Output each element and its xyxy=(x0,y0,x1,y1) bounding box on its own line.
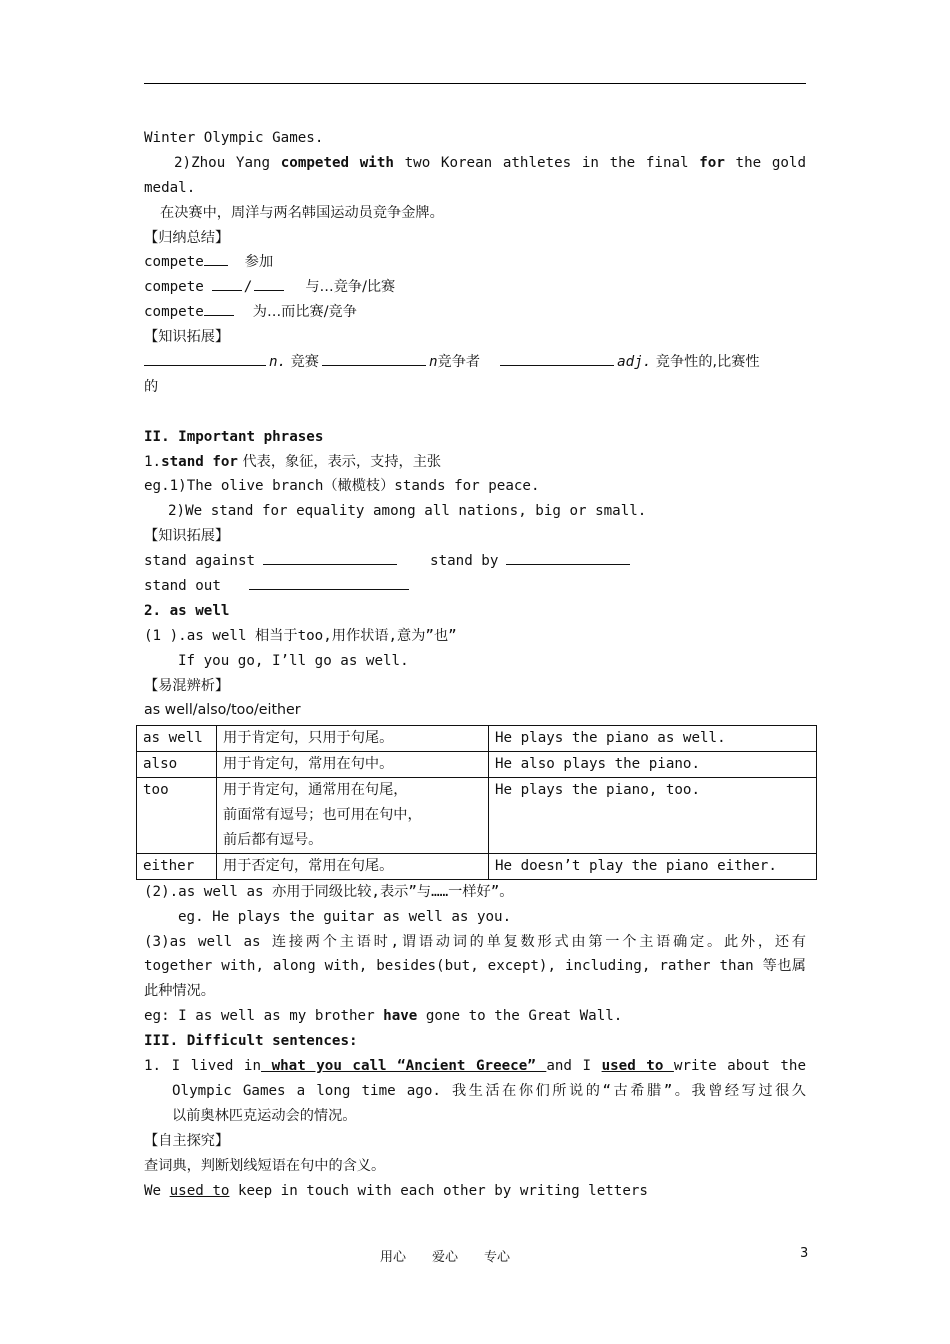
text: 竞赛 xyxy=(286,354,319,371)
footer-motto xyxy=(380,1246,536,1265)
explanation xyxy=(144,624,806,649)
table-cell-usage xyxy=(217,752,489,778)
text: eg. He plays the guitar as well as you. xyxy=(178,908,512,925)
table-cell-usage xyxy=(217,853,489,879)
comparison-table xyxy=(136,725,817,879)
fill-blank[interactable] xyxy=(263,563,397,565)
fill-blank[interactable] xyxy=(500,364,614,366)
bold-word: have xyxy=(383,1008,418,1025)
spacer xyxy=(144,400,806,425)
text: n. xyxy=(269,354,287,371)
bold-phrase: stand for xyxy=(161,453,238,470)
text: as well/also/too/either xyxy=(144,702,301,719)
underlined-phrase: used to xyxy=(169,1182,230,1199)
summary-row xyxy=(144,275,806,300)
phrase-heading xyxy=(144,450,806,475)
fill-blank[interactable] xyxy=(204,314,234,316)
fill-blank[interactable] xyxy=(144,364,266,366)
text: 查词典，判断划线短语在句中的含义。 xyxy=(144,1157,386,1174)
table-cell-word: too xyxy=(137,778,217,854)
fill-blank[interactable] xyxy=(322,364,426,366)
section-heading-self-study xyxy=(144,1129,806,1154)
text: write about the xyxy=(673,1058,807,1075)
fill-blank[interactable] xyxy=(506,563,630,565)
phrase-heading xyxy=(144,599,806,624)
explanation xyxy=(144,979,806,1004)
text: We xyxy=(144,1182,170,1199)
table-cell-example: He plays the piano as well. xyxy=(489,726,817,752)
table-cell-example: He doesn’t play the piano either. xyxy=(489,853,817,879)
text: eg.1)The olive branch（橄榄枝）stands for peace. xyxy=(144,478,540,495)
text: two Korean athletes in the final xyxy=(393,154,700,171)
table-row xyxy=(137,752,817,778)
table-row xyxy=(137,853,817,879)
table-cell-word: as well xyxy=(137,726,217,752)
text: 竞争性的,比赛性 xyxy=(651,354,760,371)
underlined-phrase: used to xyxy=(601,1058,674,1075)
section-title-phrases xyxy=(144,425,806,450)
page-number: 3 xyxy=(800,1246,809,1261)
text: 为…而比赛/竞争 xyxy=(252,304,357,321)
text: 【易混辨析】 xyxy=(144,677,230,694)
text: keep in touch with each other by writing letters xyxy=(229,1182,648,1199)
text: the gold xyxy=(724,154,807,171)
text: 用于肯定句，只用于句尾。 xyxy=(223,730,394,747)
text: 此种情况。 xyxy=(144,983,215,1000)
translation xyxy=(144,201,806,226)
text: 1. I lived in xyxy=(144,1058,262,1075)
fill-blank[interactable] xyxy=(249,588,409,590)
text: (2).as well as 亦用于同级比较,表示”与……一样好”。 xyxy=(144,883,514,900)
text: Winter Olympic Games. xyxy=(144,130,324,146)
text: / xyxy=(243,279,253,296)
table-row xyxy=(137,726,817,752)
text: Olympic Games a long time ago. 我生活在你们所说的“古希腊”。我曾经写过很久 xyxy=(172,1082,806,1099)
text: together with, along with, besides(but, except), including, rather than 等也属 xyxy=(144,958,806,975)
text: 爱心 xyxy=(432,1250,459,1265)
text: 2)We stand for equality among all nations, big or small. xyxy=(168,503,647,520)
example-sentence xyxy=(144,649,806,674)
text: 【知识拓展】 xyxy=(144,329,230,346)
example-sentence xyxy=(144,1004,806,1029)
difficult-sentence xyxy=(144,1079,806,1104)
text: 1. xyxy=(144,453,162,470)
text: 用于否定句，常用在句尾。 xyxy=(223,857,394,874)
summary-row xyxy=(144,300,806,325)
page-footer xyxy=(0,1246,950,1270)
text-line xyxy=(144,176,806,201)
section-heading-extension xyxy=(144,524,806,549)
page-content xyxy=(144,126,806,1203)
text: II. Important phrases xyxy=(144,428,324,445)
explanation xyxy=(144,930,806,955)
text: gone to the Great Wall. xyxy=(417,1008,623,1025)
table-row xyxy=(137,778,817,854)
text: 2)Zhou Yang xyxy=(174,154,281,171)
text-line xyxy=(144,375,806,400)
text: 【归纳总结】 xyxy=(144,229,230,246)
extension-row xyxy=(144,574,806,599)
text: 前后都有逗号。 xyxy=(223,832,323,848)
underlined-phrase: what you call “Ancient Greece” xyxy=(261,1058,547,1075)
fill-blank[interactable] xyxy=(204,264,228,266)
section-title-sentences xyxy=(144,1029,806,1054)
text: If you go, I’ll go as well. xyxy=(178,652,409,669)
text: eg: I as well as my brother xyxy=(144,1008,384,1025)
text: stand against xyxy=(144,553,256,570)
table-cell-usage xyxy=(217,778,489,854)
summary-row xyxy=(144,250,806,275)
example-sentence xyxy=(144,905,806,930)
instruction xyxy=(144,1154,806,1179)
fill-blank[interactable] xyxy=(254,289,284,291)
example-sentence xyxy=(144,499,806,524)
text: 用心 xyxy=(380,1250,407,1265)
text: 以前奥林匹克运动会的情况。 xyxy=(172,1107,357,1124)
section-heading-confusion xyxy=(144,674,806,699)
table-cell-usage xyxy=(217,726,489,752)
difficult-sentence xyxy=(144,1104,806,1129)
explanation xyxy=(144,880,806,905)
text: (1 ).as well 相当于too,用作状语,意为”也” xyxy=(144,627,457,644)
text: 在决赛中，周洋与两名韩国运动员竞争金牌。 xyxy=(160,204,444,221)
text: III. Difficult sentences: xyxy=(144,1033,358,1050)
text: adj. xyxy=(617,354,652,371)
text: 前面常有逗号；也可用在句中， xyxy=(223,807,422,824)
text: 竞争者 xyxy=(437,354,481,371)
example-sentence xyxy=(144,474,806,499)
text: stand out xyxy=(144,578,221,595)
fill-blank[interactable] xyxy=(212,289,242,291)
text: 2. as well xyxy=(144,602,230,619)
text: compete xyxy=(144,304,204,321)
example-sentence xyxy=(144,1179,806,1204)
table-cell-example: He plays the piano, too. xyxy=(489,778,817,854)
bold-phrase: competed with xyxy=(280,154,394,171)
text: 用于肯定句，常用在句中。 xyxy=(223,756,394,773)
text: compete xyxy=(144,279,204,296)
text: 用于肯定句，通常用在句尾， xyxy=(223,782,408,799)
table-cell-example: He also plays the piano. xyxy=(489,752,817,778)
section-heading-summary xyxy=(144,226,806,251)
text: 与…竞争/比赛 xyxy=(305,279,396,296)
header-rule xyxy=(144,83,806,84)
text: stand by xyxy=(430,553,499,570)
text: 【知识拓展】 xyxy=(144,528,230,545)
text: and I xyxy=(546,1058,602,1075)
example-sentence xyxy=(144,151,806,176)
text: medal. xyxy=(144,179,196,196)
text: 专心 xyxy=(484,1250,511,1265)
table-cell-word: also xyxy=(137,752,217,778)
text: 代表，象征，表示，支持，主张 xyxy=(237,453,442,470)
text: n xyxy=(428,354,438,371)
text: (3)as well as 连接两个主语时,谓语动词的单复数形式由第一个主语确定。此外，还有 xyxy=(144,933,806,950)
section-heading-extension xyxy=(144,325,806,350)
table-title xyxy=(144,698,806,723)
text: 的 xyxy=(144,378,159,395)
text: 【自主探究】 xyxy=(144,1132,230,1149)
table-cell-word: either xyxy=(137,853,217,879)
extension-row xyxy=(144,350,806,375)
extension-row xyxy=(144,549,806,574)
text-line xyxy=(144,126,806,151)
bold-word: for xyxy=(699,154,725,171)
difficult-sentence xyxy=(144,1054,806,1079)
text: compete xyxy=(144,254,204,271)
explanation xyxy=(144,954,806,979)
text: 参加 xyxy=(244,254,274,271)
